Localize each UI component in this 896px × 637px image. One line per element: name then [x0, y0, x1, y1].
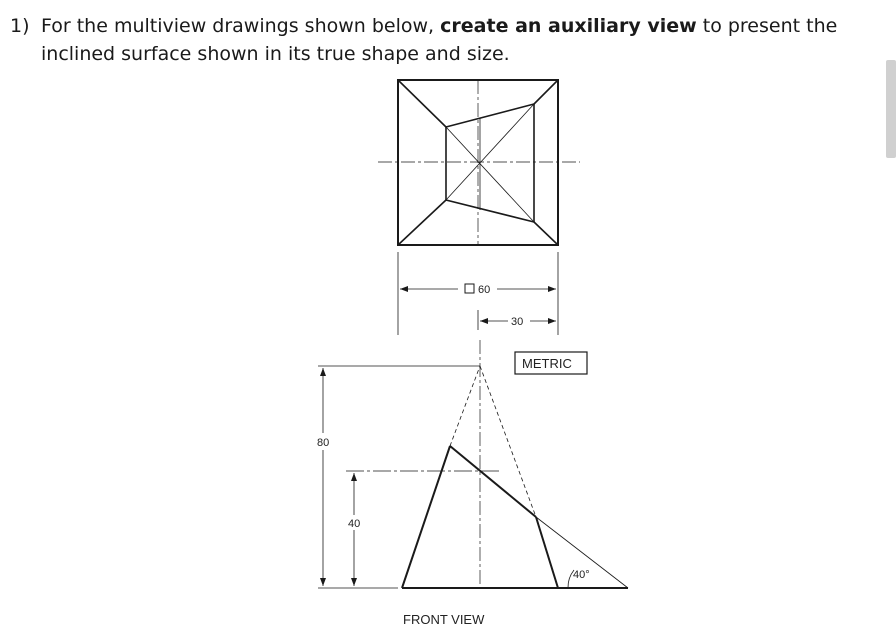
top-view-inner-surface	[446, 104, 534, 222]
dimension-80-label: 80	[317, 437, 330, 449]
front-view-hidden-edge	[450, 366, 480, 446]
question-text-bold: create an auxiliary view	[440, 15, 697, 37]
top-view-corner-edge	[398, 80, 446, 127]
top-view-corner-edge	[398, 200, 446, 245]
front-view-edge	[536, 517, 558, 588]
front-view	[318, 340, 628, 588]
dimension-30-label: 30	[511, 316, 524, 328]
top-view	[378, 80, 580, 245]
scrollbar[interactable]	[886, 60, 896, 158]
dimension-40-label: 40	[348, 518, 361, 530]
question-number: 1)	[10, 15, 30, 37]
top-view-thin-edge	[446, 127, 534, 222]
square-symbol-icon	[465, 284, 474, 293]
height-dimensions	[318, 368, 398, 588]
metric-label: METRIC	[522, 356, 572, 371]
front-view-label: FRONT VIEW	[403, 612, 485, 627]
angle-label: 40°	[573, 569, 590, 581]
question-text-after: to present the inclined surface shown in its true shape and size.	[41, 15, 838, 65]
top-view-corner-edge	[534, 80, 558, 104]
top-view-thin-edge	[446, 104, 534, 200]
top-view-corner-edge	[534, 222, 558, 245]
dimension-60-label: 60	[478, 284, 491, 296]
front-view-edge	[450, 446, 536, 517]
question-text-before: For the multiview drawings shown below,	[41, 15, 441, 37]
front-view-edge	[402, 446, 450, 588]
